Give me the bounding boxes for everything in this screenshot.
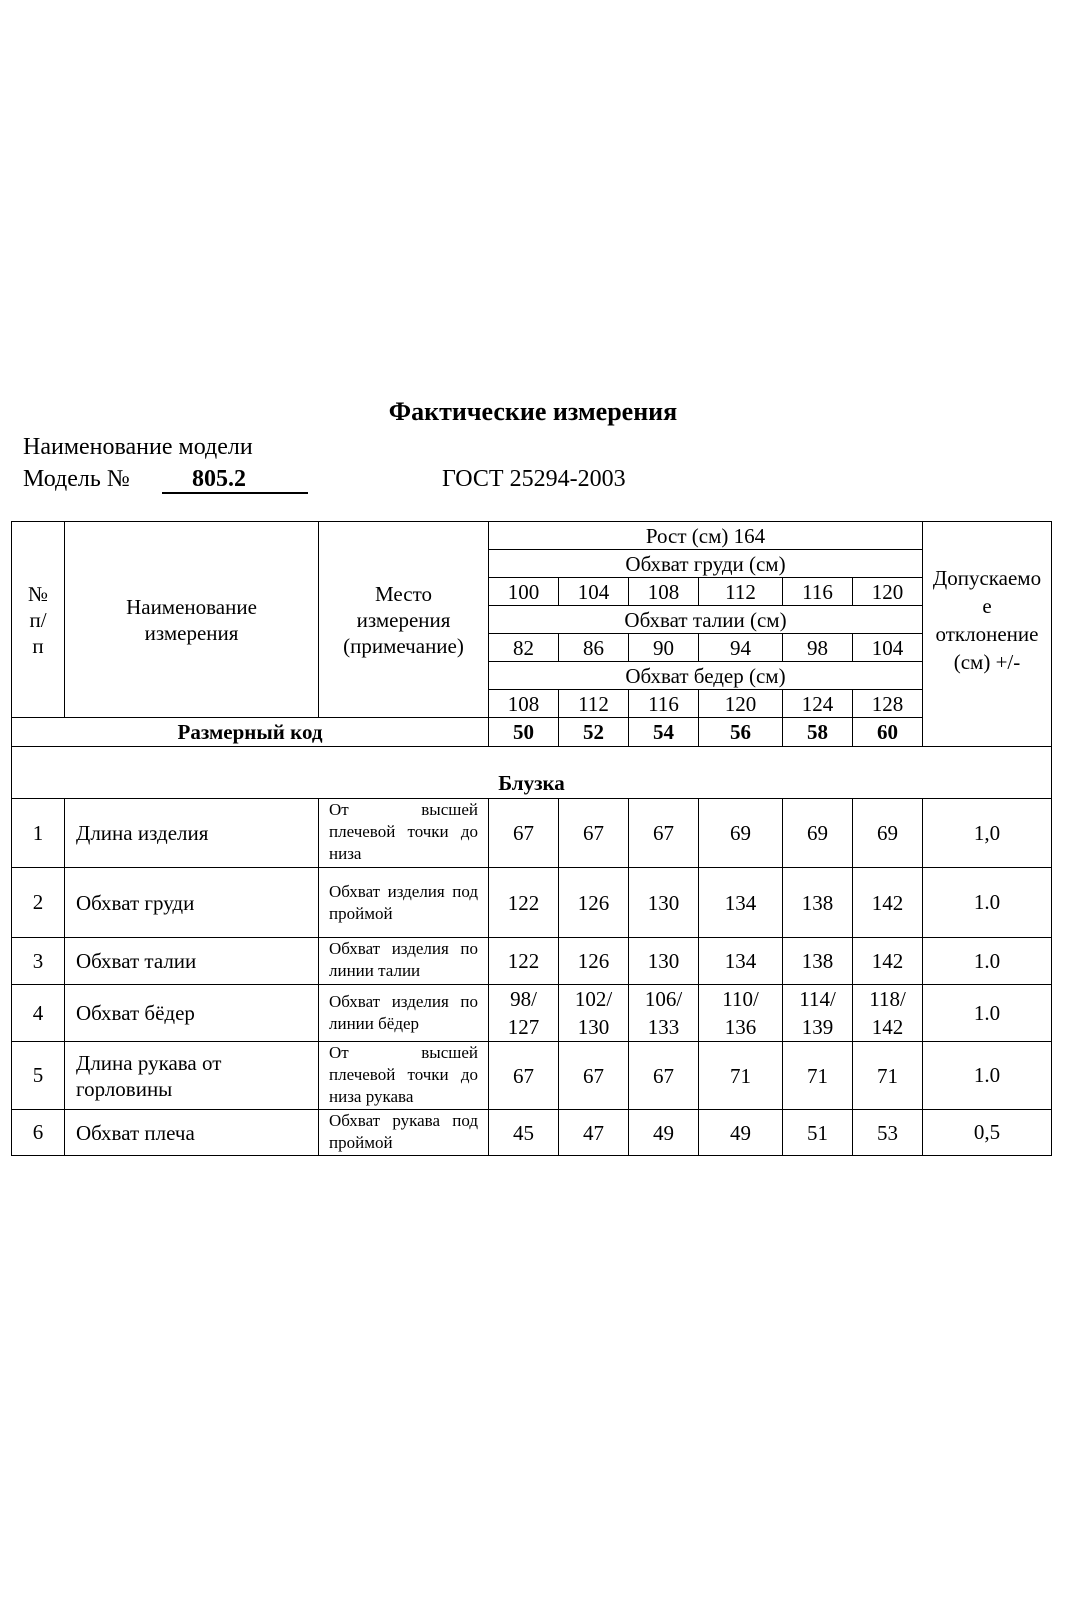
chest-size: 116 <box>783 578 853 606</box>
row-value: 67 <box>559 799 629 868</box>
header-height: Рост (см) 164 <box>489 522 923 550</box>
row-value: 67 <box>489 799 559 868</box>
row-number: 3 <box>12 938 65 985</box>
model-name-label: Наименование модели <box>23 434 253 460</box>
table-row <box>12 1110 1052 1156</box>
row-value: 142 <box>853 868 923 938</box>
row-value: 67 <box>629 799 699 868</box>
row-place: Обхват рукава под проймой <box>319 1110 489 1156</box>
row-value: 118/ 142 <box>853 985 923 1042</box>
row-value: 45 <box>489 1110 559 1156</box>
row-value: 126 <box>559 868 629 938</box>
size-code: 50 <box>489 718 559 747</box>
row-value: 126 <box>559 938 629 985</box>
row-tolerance: 1.0 <box>923 868 1052 938</box>
row-value: 130 <box>629 868 699 938</box>
header-place: Место измерения (примечание) <box>319 522 489 718</box>
header-tolerance: Допускаемо е отклонение (см) +/- <box>923 522 1052 718</box>
row-tolerance: 1.0 <box>923 985 1052 1042</box>
table-row <box>12 1042 1052 1110</box>
row-place: От высшей плечевой точки до низа рукава <box>319 1042 489 1110</box>
gost-standard: ГОСТ 25294-2003 <box>442 466 626 492</box>
hips-size: 124 <box>783 690 853 718</box>
waist-size: 86 <box>559 634 629 662</box>
row-tolerance: 1.0 <box>923 1042 1052 1110</box>
row-value: 71 <box>783 1042 853 1110</box>
row-number: 1 <box>12 799 65 868</box>
row-value: 53 <box>853 1110 923 1156</box>
section-title: Блузка <box>12 747 1052 799</box>
row-number: 5 <box>12 1042 65 1110</box>
row-value: 69 <box>853 799 923 868</box>
row-value: 138 <box>783 938 853 985</box>
model-number: 805.2 <box>162 464 308 494</box>
chest-size: 104 <box>559 578 629 606</box>
table-row <box>12 938 1052 985</box>
size-code: 52 <box>559 718 629 747</box>
row-tolerance: 1,0 <box>923 799 1052 868</box>
header-name: Наименование измерения <box>65 522 319 718</box>
table-row <box>12 799 1052 868</box>
row-value: 71 <box>699 1042 783 1110</box>
row-value: 106/ 133 <box>629 985 699 1042</box>
chest-size: 120 <box>853 578 923 606</box>
row-value: 142 <box>853 938 923 985</box>
header-chest-label: Обхват груди (см) <box>489 550 923 578</box>
row-value: 138 <box>783 868 853 938</box>
row-number: 6 <box>12 1110 65 1156</box>
row-place: От высшей плечевой точки до низа <box>319 799 489 868</box>
size-code: 60 <box>853 718 923 747</box>
row-name: Длина изделия <box>65 799 319 868</box>
row-name: Обхват груди <box>65 868 319 938</box>
chest-size: 108 <box>629 578 699 606</box>
row-name: Обхват плеча <box>65 1110 319 1156</box>
chest-size: 100 <box>489 578 559 606</box>
row-number: 4 <box>12 985 65 1042</box>
row-value: 102/ 130 <box>559 985 629 1042</box>
row-tolerance: 1.0 <box>923 938 1052 985</box>
row-place: Обхват изделия по линии талии <box>319 938 489 985</box>
row-value: 130 <box>629 938 699 985</box>
row-value: 134 <box>699 938 783 985</box>
chest-size: 112 <box>699 578 783 606</box>
row-tolerance: 0,5 <box>923 1110 1052 1156</box>
row-name: Обхват талии <box>65 938 319 985</box>
hips-size: 128 <box>853 690 923 718</box>
header-num: № п/ п <box>12 522 65 718</box>
row-place: Обхват изделия по линии бёдер <box>319 985 489 1042</box>
size-code: 58 <box>783 718 853 747</box>
row-value: 49 <box>629 1110 699 1156</box>
row-value: 69 <box>699 799 783 868</box>
row-number: 2 <box>12 868 65 938</box>
row-place: Обхват изделия под проймой <box>319 868 489 938</box>
hips-size: 116 <box>629 690 699 718</box>
row-name: Длина рукава от горловины <box>65 1042 319 1110</box>
table-row <box>12 985 1052 1042</box>
row-value: 49 <box>699 1110 783 1156</box>
header-hips-label: Обхват бедер (см) <box>489 662 923 690</box>
size-code-label: Размерный код <box>12 718 489 747</box>
row-value: 98/ 127 <box>489 985 559 1042</box>
hips-size: 120 <box>699 690 783 718</box>
size-code: 54 <box>629 718 699 747</box>
row-value: 67 <box>629 1042 699 1110</box>
hips-size: 108 <box>489 690 559 718</box>
row-value: 67 <box>559 1042 629 1110</box>
hips-size: 112 <box>559 690 629 718</box>
measurements-table <box>11 521 1052 1156</box>
row-value: 122 <box>489 938 559 985</box>
waist-size: 98 <box>783 634 853 662</box>
size-code: 56 <box>699 718 783 747</box>
row-value: 71 <box>853 1042 923 1110</box>
waist-size: 90 <box>629 634 699 662</box>
waist-size: 94 <box>699 634 783 662</box>
row-value: 51 <box>783 1110 853 1156</box>
header-waist-label: Обхват талии (см) <box>489 606 923 634</box>
row-value: 110/ 136 <box>699 985 783 1042</box>
row-value: 114/ 139 <box>783 985 853 1042</box>
model-number-label: Модель № <box>23 466 130 492</box>
waist-size: 82 <box>489 634 559 662</box>
document-title: Фактические измерения <box>388 397 678 426</box>
row-value: 69 <box>783 799 853 868</box>
table-row <box>12 868 1052 938</box>
row-name: Обхват бёдер <box>65 985 319 1042</box>
row-value: 122 <box>489 868 559 938</box>
row-value: 47 <box>559 1110 629 1156</box>
waist-size: 104 <box>853 634 923 662</box>
row-value: 134 <box>699 868 783 938</box>
row-value: 67 <box>489 1042 559 1110</box>
